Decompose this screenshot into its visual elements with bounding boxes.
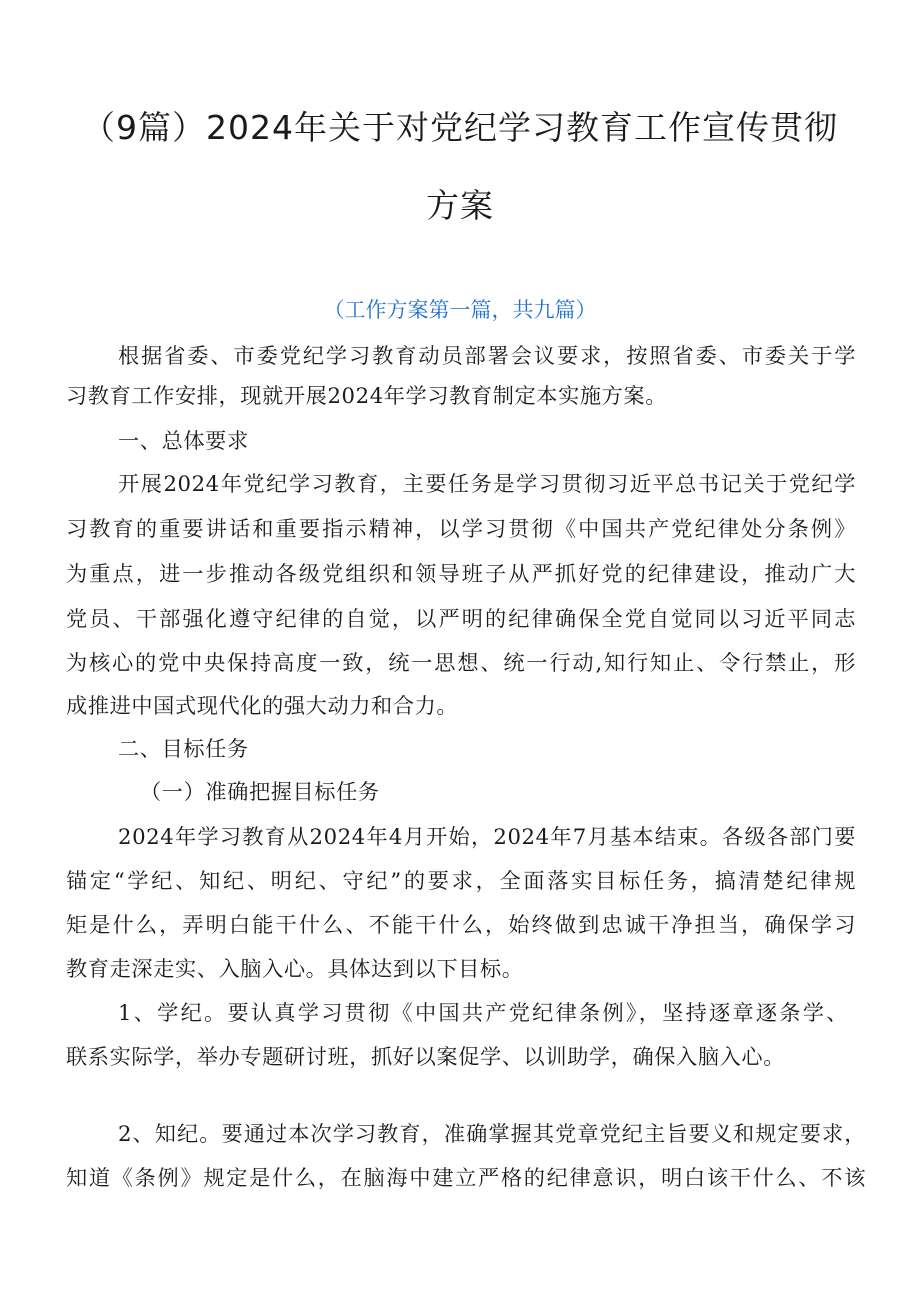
body-line-11: 矩是什么，弄明白能干什么、不能干什么，始终做到忠诚干净担当，确保学习 xyxy=(66,912,856,937)
body-line-10: 锚定“学纪、知纪、明纪、守纪”的要求，全面落实目标任务，搞清楚纪律规 xyxy=(66,868,856,893)
body-line-13: 1、学纪。要认真学习贯彻《中国共产党纪律条例》，坚持逐章逐条学、 xyxy=(118,1000,848,1025)
subsection-heading-1: （一）准确把握目标任务 xyxy=(140,779,380,804)
body-line-12: 教育走深走实、入脑入心。具体达到以下目标。 xyxy=(66,956,524,981)
body-line-1: 根据省委、市委党纪学习教育动员部署会议要求，按照省委、市委关于学 xyxy=(118,343,856,368)
body-line-2: 习教育工作安排，现就开展2024年学习教育制定本实施方案。 xyxy=(66,383,668,408)
body-line-3: 开展2024年党纪学习教育，主要任务是学习贯彻习近平总书记关于党纪学 xyxy=(118,471,856,496)
body-line-5: 为重点，进一步推动各级党组织和领导班子从严抓好党的纪律建设，推动广大 xyxy=(66,561,856,586)
body-line-14: 联系实际学，举办专题研讨班，抓好以案促学、以训助学，确保入脑入心。 xyxy=(66,1044,785,1069)
body-line-4: 习教育的重要讲话和重要指示精神，以学习贯彻《中国共产党纪律处分条例》 xyxy=(66,516,856,541)
section-heading-1: 一、总体要求 xyxy=(118,428,249,453)
body-line-15: 2、知纪。要通过本次学习教育，准确掌握其党章党纪主旨要义和规定要求， xyxy=(118,1121,866,1146)
body-line-9: 2024年学习教育从2024年4月开始，2024年7月基本结束。各级各部门要 xyxy=(118,824,856,849)
section-heading-2: 二、目标任务 xyxy=(118,736,249,761)
document-subtitle: （工作方案第一篇，共九篇） xyxy=(323,298,597,322)
body-line-6: 党员、干部强化遵守纪律的自觉，以严明的纪律确保全党自觉同以习近平同志 xyxy=(66,606,856,631)
body-line-8: 成推进中国式现代化的强大动力和合力。 xyxy=(66,693,459,718)
document-title-line-1: （9篇）2024年关于对党纪学习教育工作宣传贯彻 xyxy=(82,108,838,147)
body-line-16: 知道《条例》规定是什么，在脑海中建立严格的纪律意识，明白该干什么、不该 xyxy=(66,1165,866,1190)
body-line-7: 为核心的党中央保持高度一致，统一思想、统一行动,知行知止、令行禁止，形 xyxy=(66,650,856,675)
document-title-line-2: 方案 xyxy=(426,186,494,225)
